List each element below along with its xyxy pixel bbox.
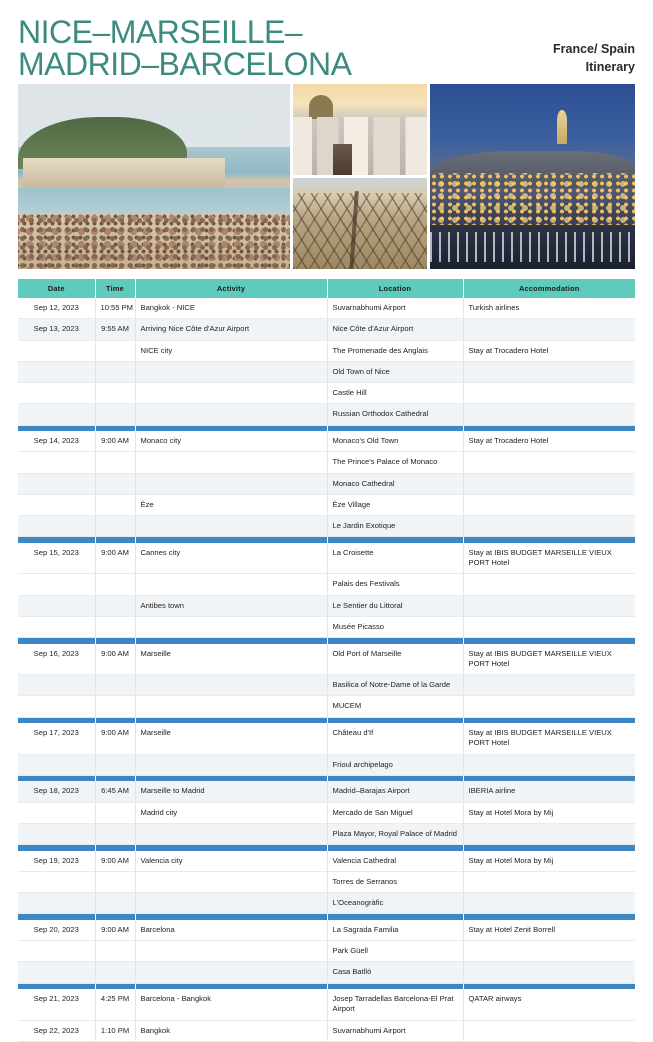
table-row [18,516,635,537]
cell-activity [135,404,327,425]
document-subtitle [553,16,635,76]
cell-date [18,340,95,361]
table-row [18,823,635,844]
cell-location: L'Oceanogràfic [327,893,463,914]
cell-location: La Sagrada Familia [327,920,463,941]
cell-location: Frioul archipelago [327,754,463,775]
cell-time [95,696,135,717]
cell-date [18,494,95,515]
cell-time [95,893,135,914]
cell-location: Valencia Cathedral [327,851,463,872]
seafront-buildings-shape [23,158,224,188]
cell-date: Sep 13, 2023 [18,319,95,340]
cell-date [18,516,95,537]
cell-activity [135,452,327,473]
cell-location: Suvarnabhumi Airport [327,298,463,319]
cell-accommodation [463,574,635,595]
photo-strip [18,84,635,269]
cell-date: Sep 22, 2023 [18,1020,95,1041]
cell-time: 10:55 PM [95,298,135,319]
table-header-row [18,279,635,298]
cell-time [95,494,135,515]
table-row [18,494,635,515]
cell-date [18,452,95,473]
cell-accommodation [463,893,635,914]
cell-time [95,404,135,425]
cell-time [95,871,135,892]
nice-beach-photo [18,84,290,269]
cell-activity: Antibes town [135,595,327,616]
cell-time [95,340,135,361]
cell-accommodation: Stay at Trocadero Hotel [463,340,635,361]
cell-location: Old Town of Nice [327,361,463,382]
cell-location: Monaco Cathedral [327,473,463,494]
cell-accommodation: Stay at IBIS BUDGET MARSEILLE VIEUX PORT Hotel [463,543,635,574]
cell-date [18,696,95,717]
table-row [18,802,635,823]
cell-activity: NICE city [135,340,327,361]
cell-date [18,754,95,775]
moored-boats-shape [430,232,635,262]
cell-activity: Monaco city [135,431,327,452]
table-row [18,696,635,717]
cell-time: 9:00 AM [95,723,135,754]
cell-location: Russian Orthodox Cathedral [327,404,463,425]
cell-activity: Marseille to Madrid [135,781,327,802]
cell-time: 6:45 AM [95,781,135,802]
column-header-activity: Activity [135,279,327,298]
cell-time [95,516,135,537]
table-row [18,298,635,319]
table-row [18,361,635,382]
cell-activity [135,675,327,696]
cell-time [95,962,135,983]
cell-location: Josep Tarradellas Barcelona-El Prat Airport [327,989,463,1020]
cell-accommodation: QATAR airways [463,989,635,1020]
cell-accommodation [463,754,635,775]
cell-time [95,941,135,962]
cell-location: Madrid–Barajas Airport [327,781,463,802]
table-body [18,298,635,1041]
cell-date [18,595,95,616]
cell-location: Musée Picasso [327,616,463,637]
cell-location: Casa Batlló [327,962,463,983]
cell-location: Old Port of Marseille [327,644,463,675]
cell-location: La Croisette [327,543,463,574]
cell-location: Château d'If [327,723,463,754]
cell-location: MUCEM [327,696,463,717]
subtitle-line-1: France/ Spain [553,42,635,56]
cell-time: 1:10 PM [95,1020,135,1041]
cell-time: 9:55 AM [95,319,135,340]
table-row [18,595,635,616]
cell-date [18,383,95,404]
table-row [18,781,635,802]
cell-location: Suvarnabhumi Airport [327,1020,463,1041]
cell-activity [135,871,327,892]
cell-date [18,675,95,696]
cell-date: Sep 12, 2023 [18,298,95,319]
table-row [18,543,635,574]
cell-date: Sep 21, 2023 [18,989,95,1020]
cell-accommodation [463,941,635,962]
cell-location: Torres de Serranos [327,871,463,892]
cell-accommodation [463,1020,635,1041]
eixample-grid-shape [293,193,427,269]
cell-date: Sep 17, 2023 [18,723,95,754]
table-row [18,574,635,595]
cell-date [18,871,95,892]
cell-time [95,473,135,494]
cell-activity [135,516,327,537]
cell-activity [135,962,327,983]
cell-time [95,361,135,382]
cell-activity: Bangkok - NICE [135,298,327,319]
center-photo-column [293,84,427,269]
cell-time [95,802,135,823]
cell-location: Plaza Mayor, Royal Palace of Madrid [327,823,463,844]
cell-accommodation [463,516,635,537]
column-header-location: Location [327,279,463,298]
cell-date [18,473,95,494]
cell-activity [135,361,327,382]
cell-date: Sep 19, 2023 [18,851,95,872]
cell-time [95,616,135,637]
table-row [18,616,635,637]
cell-accommodation [463,595,635,616]
cell-time [95,595,135,616]
cell-location: Monaco's Old Town [327,431,463,452]
cell-date [18,893,95,914]
table-row [18,723,635,754]
cell-date [18,404,95,425]
cell-activity [135,473,327,494]
cell-activity: Madrid city [135,802,327,823]
cell-accommodation [463,871,635,892]
cell-accommodation: Stay at IBIS BUDGET MARSEILLE VIEUX PORT Hotel [463,723,635,754]
city-lights-shape [430,173,635,229]
cell-date: Sep 14, 2023 [18,431,95,452]
cell-accommodation: Stay at Trocadero Hotel [463,431,635,452]
column-header-date: Date [18,279,95,298]
cell-date [18,616,95,637]
table-row [18,473,635,494]
street-shape [333,144,352,175]
table-row [18,941,635,962]
cell-accommodation [463,823,635,844]
cell-accommodation: Stay at Hotel Mora by Mij [463,851,635,872]
cell-location: Basilica of Notre-Dame of la Garde [327,675,463,696]
cell-activity: Barcelona - Bangkok [135,989,327,1020]
beach-crowd-shape [18,214,290,270]
table-row [18,893,635,914]
cell-location: Le Sentier du Littoral [327,595,463,616]
table-row [18,340,635,361]
cell-location: The Promenade des Anglais [327,340,463,361]
cell-time: 9:00 AM [95,543,135,574]
cell-time [95,452,135,473]
dome-shape [309,95,333,119]
cell-date [18,574,95,595]
page-title [18,16,351,80]
title-line-2: MADRID–BARCELONA [18,46,352,82]
cell-date [18,361,95,382]
cell-accommodation [463,404,635,425]
title-line-1: NICE–MARSEILLE– [18,14,303,50]
cell-activity: Èze [135,494,327,515]
table-row [18,383,635,404]
cell-location: The Prince's Palace of Monaco [327,452,463,473]
cell-activity: Marseille [135,723,327,754]
cell-location: Èze Village [327,494,463,515]
cell-activity [135,823,327,844]
table-row [18,962,635,983]
itinerary-table [18,279,635,1042]
cell-location: Palais des Festivals [327,574,463,595]
cell-date [18,941,95,962]
table-row [18,675,635,696]
building-blocks-shape [293,117,427,175]
cell-accommodation: IBERIA airline [463,781,635,802]
cell-time: 9:00 AM [95,644,135,675]
cell-activity: Valencia city [135,851,327,872]
barcelona-aerial-photo [293,178,427,269]
cell-accommodation [463,452,635,473]
cell-activity [135,574,327,595]
cell-accommodation [463,494,635,515]
cell-activity [135,893,327,914]
cell-time [95,675,135,696]
table-row [18,1020,635,1041]
cell-accommodation [463,675,635,696]
cell-activity [135,383,327,404]
cell-location: Nice Côte d'Azur Airport [327,319,463,340]
cell-accommodation: Stay at Hotel Mora by Mij [463,802,635,823]
cell-accommodation: Turkish airlines [463,298,635,319]
table-row [18,871,635,892]
itinerary-table-wrapper [18,279,635,1042]
madrid-rooftops-photo [293,84,427,175]
cell-time [95,754,135,775]
table-header [18,279,635,298]
cell-location: Le Jardin Exotique [327,516,463,537]
column-header-time: Time [95,279,135,298]
cell-accommodation [463,383,635,404]
basilica-shape [557,110,567,144]
table-row [18,754,635,775]
cell-accommodation [463,962,635,983]
cell-time [95,383,135,404]
cell-activity: Barcelona [135,920,327,941]
cell-activity [135,616,327,637]
cell-location: Park Güell [327,941,463,962]
cell-date: Sep 20, 2023 [18,920,95,941]
cell-accommodation [463,616,635,637]
table-row [18,989,635,1020]
cell-activity [135,696,327,717]
cell-time [95,574,135,595]
cell-location: Mercado de San Miguel [327,802,463,823]
cell-activity: Cannes city [135,543,327,574]
cell-accommodation: Stay at IBIS BUDGET MARSEILLE VIEUX PORT Hotel [463,644,635,675]
subtitle-line-2: Itinerary [585,60,635,75]
table-row [18,404,635,425]
cell-date [18,962,95,983]
cell-time: 9:00 AM [95,920,135,941]
cell-activity: Bangkok [135,1020,327,1041]
cell-location: Castle Hill [327,383,463,404]
cell-time [95,823,135,844]
cell-activity: Marseille [135,644,327,675]
document-header [18,0,635,82]
cell-date: Sep 15, 2023 [18,543,95,574]
table-row [18,644,635,675]
table-row [18,920,635,941]
cell-date [18,802,95,823]
cell-accommodation [463,473,635,494]
marseille-port-photo [430,84,635,269]
cell-activity [135,754,327,775]
table-row [18,319,635,340]
table-row [18,851,635,872]
cell-activity [135,941,327,962]
cell-date [18,823,95,844]
cell-accommodation [463,319,635,340]
cell-time: 9:00 AM [95,851,135,872]
cell-activity: Arriving Nice Côte d'Azur Airport [135,319,327,340]
cell-time: 9:00 AM [95,431,135,452]
cell-date: Sep 18, 2023 [18,781,95,802]
cell-date: Sep 16, 2023 [18,644,95,675]
cell-accommodation [463,361,635,382]
table-row [18,431,635,452]
table-row [18,452,635,473]
column-header-accommodation: Accommodation [463,279,635,298]
cell-accommodation [463,696,635,717]
cell-time: 4:25 PM [95,989,135,1020]
cell-accommodation: Stay at Hotel Zenit Borrell [463,920,635,941]
